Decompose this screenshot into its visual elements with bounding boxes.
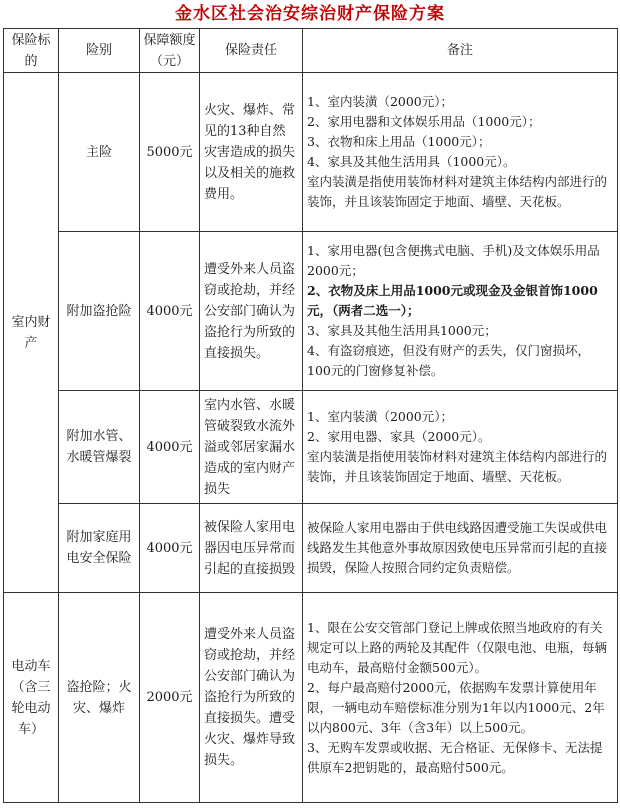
category-indoor-property: 室内财产 bbox=[4, 73, 59, 593]
type-cell: 盗抢险；火灾、爆炸 bbox=[59, 593, 140, 803]
note-line: 1、限在公安交管部门登记上牌或依照当地政府的有关规定可以上路的两轮及其配件（仅限电池、电瓶，每辆电动车，最高赔付金额500元）。 bbox=[307, 619, 608, 675]
note-line: 3、家具及其他生活用具1000元； bbox=[307, 323, 497, 338]
header-notes: 备注 bbox=[303, 29, 618, 73]
amount-cell: 4000元 bbox=[140, 232, 200, 391]
liability-cell: 遭受外来人员盗窃或抢劫，并经公安部门确认为盗抢行为所致的直接损失。 bbox=[200, 232, 303, 391]
notes-cell bbox=[303, 504, 618, 593]
amount-cell: 5000元 bbox=[140, 73, 200, 232]
page-title: 金水区社会治安综治财产保险方案 bbox=[175, 4, 445, 24]
note-line: 1、室内装潢（2000元）； bbox=[307, 409, 454, 424]
table-header-row bbox=[4, 29, 618, 73]
table-row bbox=[4, 232, 618, 391]
note-line: 3、无购车发票或收据、无合格证、无保修卡、无法提供原车2把钥匙的，最高赔付500元。 bbox=[307, 739, 603, 775]
type-cell: 附加水管、水暖管爆裂 bbox=[59, 391, 140, 504]
table-row bbox=[4, 593, 618, 803]
header-liability: 保险责任 bbox=[200, 29, 303, 73]
note-line: 2、家用电器和文体娱乐用品（1000元）； bbox=[307, 114, 541, 129]
liability-cell: 火灾、爆炸、常见的13种自然灾害造成的损失以及相关的施救费用。 bbox=[200, 73, 303, 232]
note-line: 2、家用电器、家具（2000元）。 bbox=[307, 429, 491, 444]
note-line: 4、家具及其他生活用具（1000元）。 bbox=[307, 154, 516, 169]
amount-cell: 4000元 bbox=[140, 504, 200, 593]
header-category: 保险标的 bbox=[4, 29, 59, 73]
liability-cell: 被保险人家用电器因电压异常而引起的直接损毁 bbox=[200, 504, 303, 593]
notes-cell bbox=[303, 232, 618, 391]
liability-cell: 遭受外来人员盗窃或抢劫，并经公安部门确认为盗抢行为所致的直接损失。遭受火灾、爆炸导致损失。 bbox=[200, 593, 303, 803]
header-amount: 保障额度（元） bbox=[140, 29, 200, 73]
note-line: 2、每户最高赔付2000元，依据购车发票计算使用年限，一辆电动车赔偿标准分别为1年以内1000元、2年以内800元、3年（含3年）以上500元。 bbox=[307, 679, 605, 735]
header-type: 险别 bbox=[59, 29, 140, 73]
note-line: 3、衣物和床上用品（1000元）； bbox=[307, 134, 491, 149]
table-row bbox=[4, 391, 618, 504]
note-line: 1、家用电器(包含便携式电脑、手机)及文体娱乐用品2000元； bbox=[307, 243, 600, 278]
type-cell: 附加家庭用电安全保险 bbox=[59, 504, 140, 593]
type-cell: 附加盗抢险 bbox=[59, 232, 140, 391]
liability-cell: 室内水管、水暖管破裂致水流外溢或邻居家漏水造成的室内财产损失 bbox=[200, 391, 303, 504]
table-row bbox=[4, 504, 618, 593]
amount-cell: 4000元 bbox=[140, 391, 200, 504]
notes-cell bbox=[303, 391, 618, 504]
note-line: 被保险人家用电器由于供电线路因遭受施工失误或供电线路发生其他意外事故原因致使电压异常而引起的直接损毁，保险人按照合同约定负责赔偿。 bbox=[307, 520, 608, 575]
notes-cell bbox=[303, 593, 618, 803]
amount-cell: 2000元 bbox=[140, 593, 200, 803]
note-line-emphasized: 2、衣物及床上用品1000元或现金及金银首饰1000元，（两者二选一）； bbox=[307, 283, 598, 318]
note-line: 室内装潢是指使用装饰材料对建筑主体结构内部进行的装饰，并且该装饰固定于地面、墙壁、天花板。 bbox=[307, 174, 608, 209]
note-line: 室内装潢是指使用装饰材料对建筑主体结构内部进行的装饰，并且该装饰固定于地面、墙壁、天花板。 bbox=[307, 449, 608, 484]
category-electric-vehicle: 电动车（含三轮电动车） bbox=[4, 593, 59, 803]
table-row bbox=[4, 73, 618, 232]
note-line: 1、室内装潢（2000元）； bbox=[307, 94, 454, 109]
notes-cell bbox=[303, 73, 618, 232]
note-line: 4、有盗窃痕迹，但没有财产的丢失，仅门窗损坏， 100元的门窗修复补偿。 bbox=[307, 343, 590, 378]
type-cell: 主险 bbox=[59, 73, 140, 232]
insurance-table bbox=[3, 28, 618, 803]
